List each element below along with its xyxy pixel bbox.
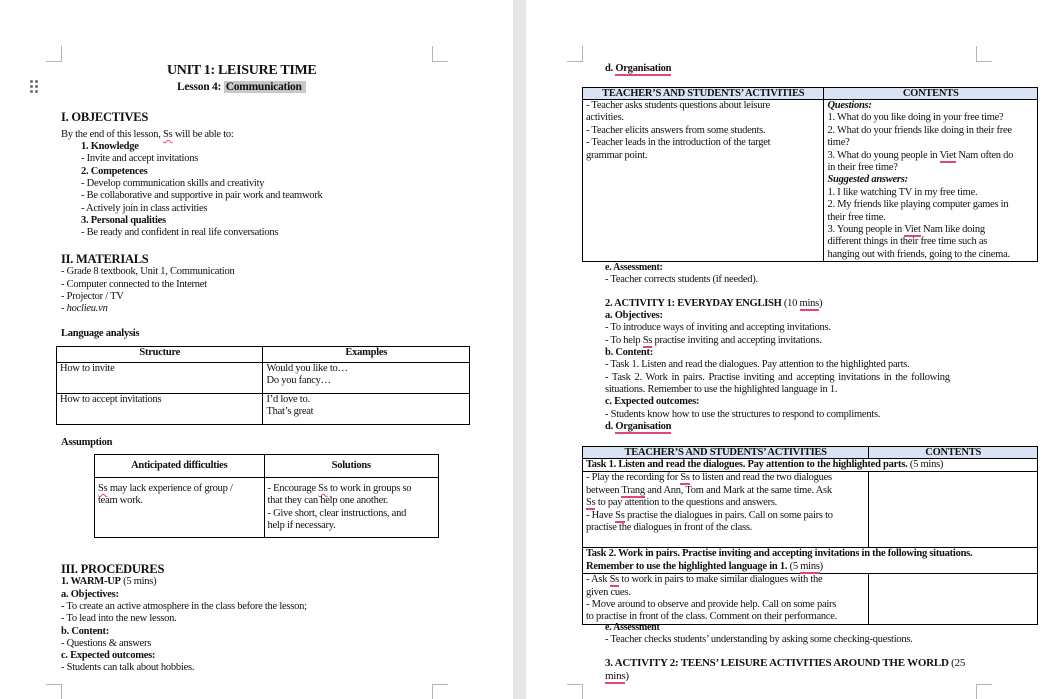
- task1-title-row: [583, 459, 1038, 472]
- spelling-flag-trang[interactable]: Trang: [621, 484, 645, 496]
- warmup-outcome-item: - Students can talk about hobbies.: [61, 662, 195, 673]
- spelling-flag-organisation[interactable]: Organisation: [615, 421, 672, 432]
- spelling-flag-mins[interactable]: mins: [605, 670, 626, 682]
- spelling-flag-ss[interactable]: Ss: [609, 574, 620, 586]
- personal-qualities-heading: 3. Personal qualities: [81, 215, 166, 226]
- solution-cell: - Encourage Ss to work in groups so that they can help one another. - Give short, clear instructions, and help if necessary.: [264, 478, 439, 538]
- hoclieu-link[interactable]: hoclieu.vn: [66, 303, 108, 314]
- spelling-flag-viet[interactable]: Viet: [904, 224, 921, 236]
- column-header-solutions: Solutions: [264, 455, 439, 478]
- task2-contents-cell: [869, 574, 1038, 625]
- assessment-item: - Teacher checks students’ understanding by asking some checking-questions.: [605, 634, 913, 645]
- examples-cell: Would you like to… Do you fancy…: [263, 363, 470, 394]
- margin-corner-bottom-right: [976, 684, 992, 699]
- competences-item: - Actively join in class activities: [81, 203, 208, 214]
- table-row: [57, 363, 470, 394]
- task1-title-cell: Task 1. Listen and read the dialogues. Pay attention to the highlighted parts. (5 mins): [583, 459, 1038, 472]
- spelling-flag-viet[interactable]: Viet: [939, 149, 957, 161]
- assumption-table: [94, 454, 439, 538]
- assessment-item: - Teacher corrects students (if needed).: [605, 274, 758, 285]
- lesson-prefix: Lesson 4:: [177, 81, 224, 93]
- activity1-objective-item: - To introduce ways of inviting and accepting invitations.: [605, 322, 831, 333]
- structure-cell: How to invite: [57, 363, 263, 394]
- personal-item: - Be ready and confident in real life conversations: [81, 227, 279, 238]
- table-row: [583, 100, 1038, 262]
- activity1-content-item: - Task 1. Listen and read the dialogues. Pay attention to the highlighted parts.: [605, 359, 910, 370]
- objectives-intro: By the end of this lesson, Ss will be able to:: [61, 129, 234, 140]
- procedures-heading: III. PROCEDURES: [61, 562, 165, 576]
- spelling-flag-ss[interactable]: Ss: [318, 483, 328, 494]
- drag-handle-icon[interactable]: [30, 80, 40, 94]
- competences-item: - Be collaborative and supportive in pair work and teamwork: [81, 190, 323, 201]
- activity1-organisation-table: [582, 446, 1038, 625]
- warmup-content-item: - Questions & answers: [61, 638, 152, 649]
- margin-corner-top-left: [567, 46, 583, 62]
- warmup-heading: 1. WARM-UP (5 mins): [61, 576, 157, 587]
- competences-item: - Develop communication skills and creativity: [81, 178, 265, 189]
- spelling-flag-organisation[interactable]: Organisation: [615, 63, 672, 74]
- column-header-examples: Examples: [263, 347, 470, 363]
- language-analysis-table: [56, 346, 470, 425]
- task2-title-cell: Task 2. Work in pairs. Practise inviting and accepting invitations in the following situations. Remember to use the highlighted language in 1. (5 mins): [583, 548, 1038, 574]
- examples-cell: I’d love to. That’s great: [263, 394, 470, 425]
- spelling-flag-ss[interactable]: Ss: [642, 335, 653, 346]
- table-row: [583, 472, 1038, 548]
- spelling-flag-mins[interactable]: mins: [799, 298, 819, 309]
- table-row: [583, 574, 1038, 625]
- spelling-flag-ss[interactable]: Ss: [163, 129, 173, 140]
- objectives-heading: I. OBJECTIVES: [61, 110, 149, 124]
- column-header-activities: TEACHER’S AND STUDENTS’ ACTIVITIES: [583, 447, 869, 459]
- materials-item: - Projector / TV: [61, 291, 124, 302]
- column-header-difficulties: Anticipated difficulties: [95, 455, 265, 478]
- activity1-objective-item: - To help Ss practise inviting and accepting invitations.: [605, 335, 822, 346]
- task2-activities-cell: - Ask Ss to work in pairs to make similar dialogues with the given cues. - Move around to observe and provide help. Call on some pairs to practise in front of the class. Comment on their performance.: [583, 574, 869, 625]
- materials-item: - Computer connected to the Internet: [61, 279, 207, 290]
- warmup-objective-item: - To create an active atmosphere in the class before the lesson;: [61, 601, 307, 612]
- warmup-objective-item: - To lead into the new lesson.: [61, 613, 177, 624]
- spelling-flag-ss[interactable]: Ss: [586, 497, 596, 509]
- materials-item: - Grade 8 textbook, Unit 1, Communication: [61, 266, 235, 277]
- assessment-heading: e. Assessment: [605, 622, 660, 633]
- spelling-flag-ss[interactable]: Ss: [680, 472, 690, 484]
- warmup-organisation-table: [582, 87, 1038, 262]
- column-header-structure: Structure: [57, 347, 263, 363]
- document-page-right: [526, 0, 1057, 699]
- activity2-heading: 3. ACTIVITY 2: TEENS’ LEISURE ACTIVITIES AROUND THE WORLD (25: [605, 657, 966, 669]
- margin-corner-bottom-left: [567, 684, 583, 699]
- structure-cell: How to accept invitations: [57, 394, 263, 425]
- column-header-activities: TEACHER’S AND STUDENTS’ ACTIVITIES: [583, 88, 824, 100]
- materials-heading: II. MATERIALS: [61, 252, 149, 266]
- difficulty-cell: Ss may lack experience of group / team work.: [95, 478, 265, 538]
- activity1-content-item-cont: situations. Remember to use the highlighted language in 1.: [605, 384, 838, 395]
- table-row: [95, 478, 439, 538]
- activity1-outcome-item: - Students know how to use the structures to respond to compliments.: [605, 409, 881, 420]
- warmup-content-heading: b. Content:: [61, 626, 110, 637]
- contents-cell: Questions: 1. What do you like doing in your free time? 2. What do your friends like doing in their free time? 3. What do young people in Viet Nam often do in their free time? Suggested answers: 1. I like watching TV in my free time. 2. My friends like playing computer games in their free time. 3. Young people in Viet Nam like doing different things in their free time such as hanging out with friends, going to the cinema.: [824, 100, 1038, 262]
- activity2-heading-cont: mins): [605, 670, 629, 682]
- spelling-flag-ss[interactable]: Ss: [615, 509, 625, 521]
- table-row: [57, 394, 470, 425]
- activity1-outcomes-heading: c. Expected outcomes:: [605, 396, 700, 407]
- spelling-flag-ss[interactable]: Ss: [98, 483, 108, 494]
- margin-corner-top-right: [432, 46, 448, 62]
- lesson-title: [177, 80, 306, 94]
- margin-corner-bottom-left: [46, 684, 62, 699]
- margin-corner-top-right: [976, 46, 992, 62]
- document-page-left: [0, 0, 513, 699]
- activity1-objectives-heading: a. Objectives:: [605, 310, 663, 321]
- activity1-content-heading: b. Content:: [605, 347, 654, 358]
- assumption-heading: Assumption: [61, 437, 113, 448]
- activity1-organisation-heading: d. Organisation: [605, 421, 672, 432]
- warmup-outcomes-heading: c. Expected outcomes:: [61, 650, 156, 661]
- column-header-contents: CONTENTS: [869, 447, 1038, 459]
- materials-item-link: - hoclieu.vn: [61, 303, 108, 314]
- margin-corner-bottom-right: [432, 684, 448, 699]
- organisation-heading: d. Organisation: [605, 63, 672, 74]
- lesson-name-highlighted[interactable]: Communication: [224, 81, 306, 93]
- task2-title-row: [583, 548, 1038, 574]
- language-analysis-heading: Language analysis: [61, 328, 140, 339]
- unit-title: UNIT 1: LEISURE TIME: [167, 63, 317, 78]
- column-header-contents: CONTENTS: [824, 88, 1038, 100]
- competences-heading: 2. Competences: [81, 166, 148, 177]
- activity1-heading: 2. ACTIVITY 1: EVERYDAY ENGLISH (10 mins): [605, 298, 823, 309]
- task1-activities-cell: - Play the recording for Ss to listen and read the two dialogues between Trang and Ann, Tom and Mark at the same time. Ask Ss to pay attention to the questions and answers. - Have Ss practise the dialogues in pairs. Call on some pairs to practise the dialogues in front of the class.: [583, 472, 869, 548]
- task1-contents-cell: [869, 472, 1038, 548]
- assessment-heading: e. Assessment:: [605, 262, 663, 273]
- margin-corner-top-left: [46, 46, 62, 62]
- warmup-objectives-heading: a. Objectives:: [61, 589, 119, 600]
- spelling-flag-mins[interactable]: mins: [800, 560, 820, 572]
- knowledge-item: - Invite and accept invitations: [81, 153, 199, 164]
- knowledge-heading: 1. Knowledge: [81, 141, 139, 152]
- activity1-content-item: - Task 2. Work in pairs. Practise inviting and accepting invitations in the following: [605, 372, 950, 383]
- activities-cell: - Teacher asks students questions about leisure activities. - Teacher elicits answers from some students. - Teacher leads in the introduction of the target grammar point.: [583, 100, 824, 262]
